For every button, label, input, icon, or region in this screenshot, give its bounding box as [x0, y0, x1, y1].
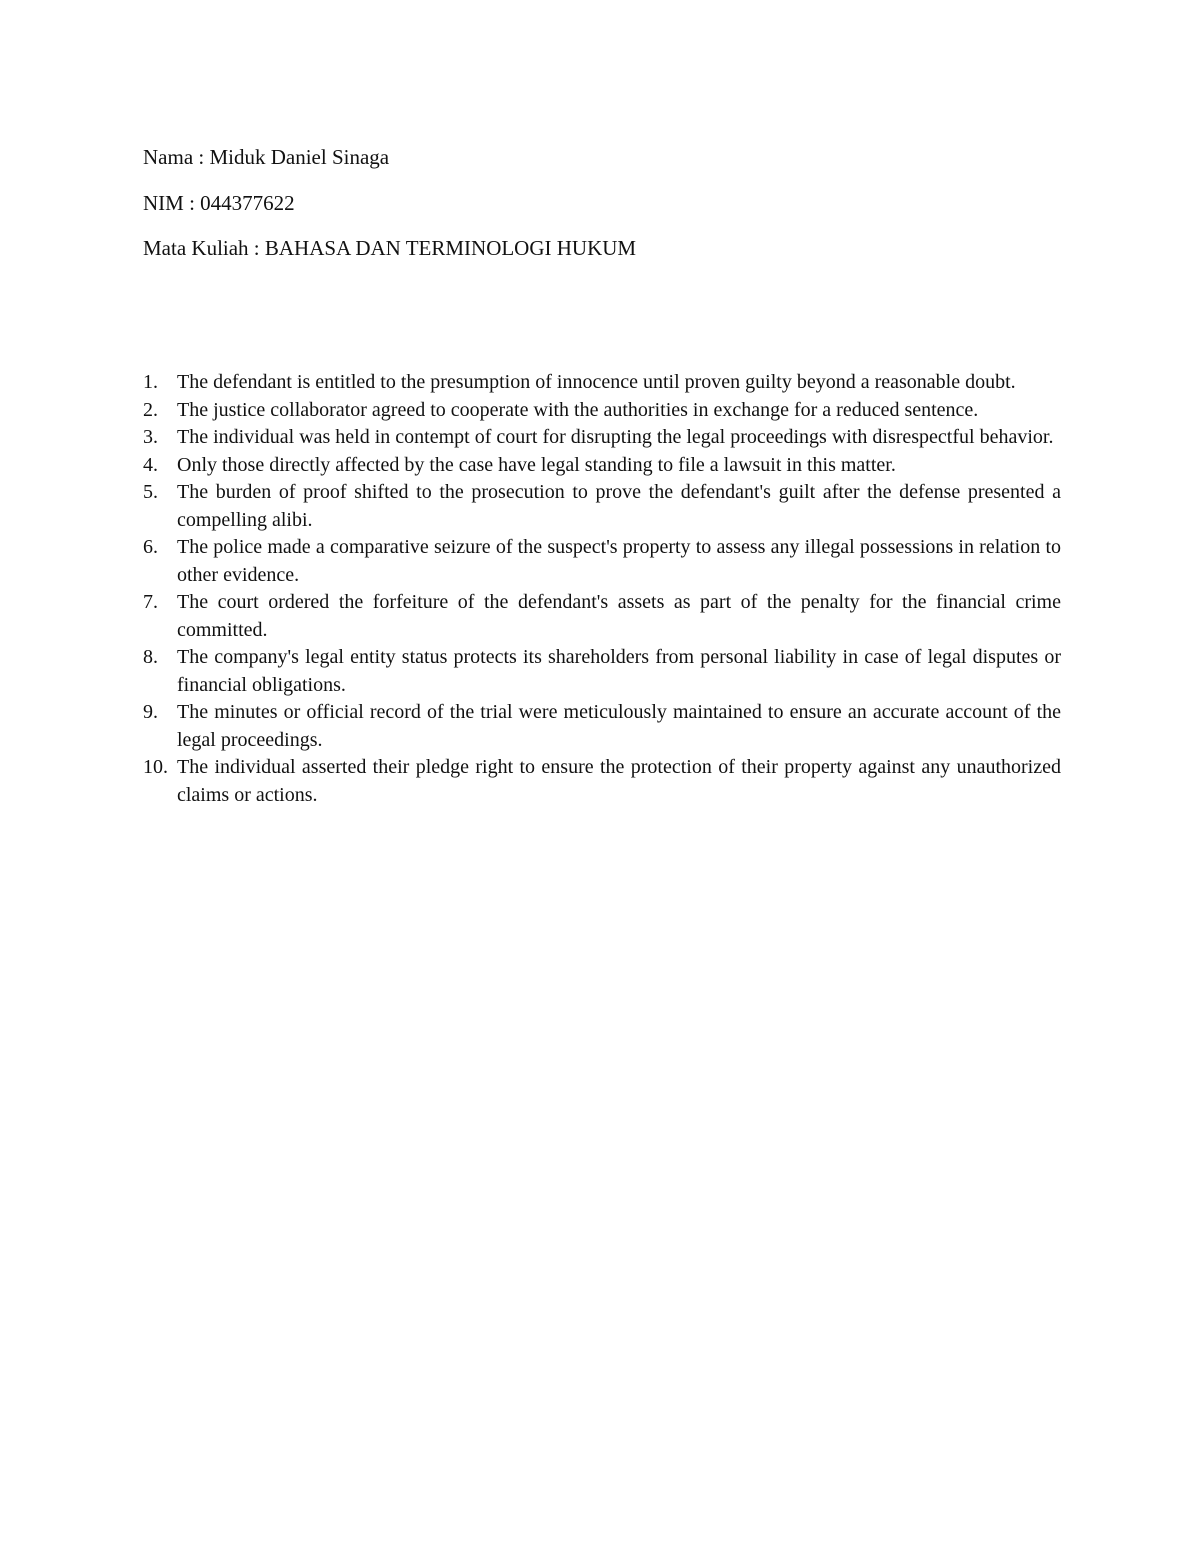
list-item-number: 1.	[143, 371, 158, 393]
list-item-number: 2.	[143, 398, 158, 421]
list-item-number: 7.	[143, 591, 158, 613]
student-name: Nama : Miduk Daniel Sinaga	[143, 145, 390, 169]
list-item-number: 4.	[143, 453, 158, 476]
list-item	[143, 754, 1061, 809]
student-nim: NIM : 044377622	[143, 191, 295, 215]
list-item	[143, 452, 1061, 480]
list-item	[143, 397, 1061, 425]
list-item	[143, 369, 1061, 397]
list-item-text: Only those directly affected by the case have legal standing to file a lawsuit in this matter.	[177, 453, 896, 476]
list-item-text: The minutes or official record of the trial were meticulously maintained to ensure an accurate account of the legal proceedings.	[177, 701, 1061, 751]
list-item-text: The individual asserted their pledge right to ensure the protection of their property against any unauthorized claims or actions.	[177, 756, 1061, 806]
course-name: Mata Kuliah : BAHASA DAN TERMINOLOGI HUKUM	[143, 236, 637, 260]
list-item-text: The justice collaborator agreed to cooperate with the authorities in exchange for a reduced sentence.	[177, 398, 979, 421]
list-item-text: The defendant is entitled to the presumption of innocence until proven guilty beyond a reasonable doubt.	[177, 371, 1016, 393]
list-item-number: 9.	[143, 701, 158, 723]
list-item	[143, 644, 1061, 699]
list-item	[143, 424, 1061, 452]
list-item	[143, 534, 1061, 589]
list-item	[143, 699, 1061, 754]
list-item-number: 6.	[143, 536, 158, 558]
list-item-text: The burden of proof shifted to the prosecution to prove the defendant's guilt after the defense presented a compelling alibi.	[177, 481, 1061, 531]
answer-list	[143, 369, 1061, 809]
list-item	[143, 479, 1061, 534]
list-item-number: 3.	[143, 426, 158, 448]
list-item-text: The individual was held in contempt of court for disrupting the legal proceedings with disrespectful behavior.	[177, 426, 1054, 448]
list-item-text: The company's legal entity status protects its shareholders from personal liability in case of legal disputes or financial obligations.	[177, 646, 1061, 696]
list-item-number: 10.	[143, 756, 168, 778]
list-item-text: The court ordered the forfeiture of the defendant's assets as part of the penalty for the financial crime committed.	[177, 591, 1061, 641]
list-item	[143, 589, 1061, 644]
list-item-number: 5.	[143, 481, 158, 503]
list-item-number: 8.	[143, 646, 158, 668]
list-item-text: The police made a comparative seizure of the suspect's property to assess any illegal possessions in relation to other evidence.	[177, 536, 1061, 586]
